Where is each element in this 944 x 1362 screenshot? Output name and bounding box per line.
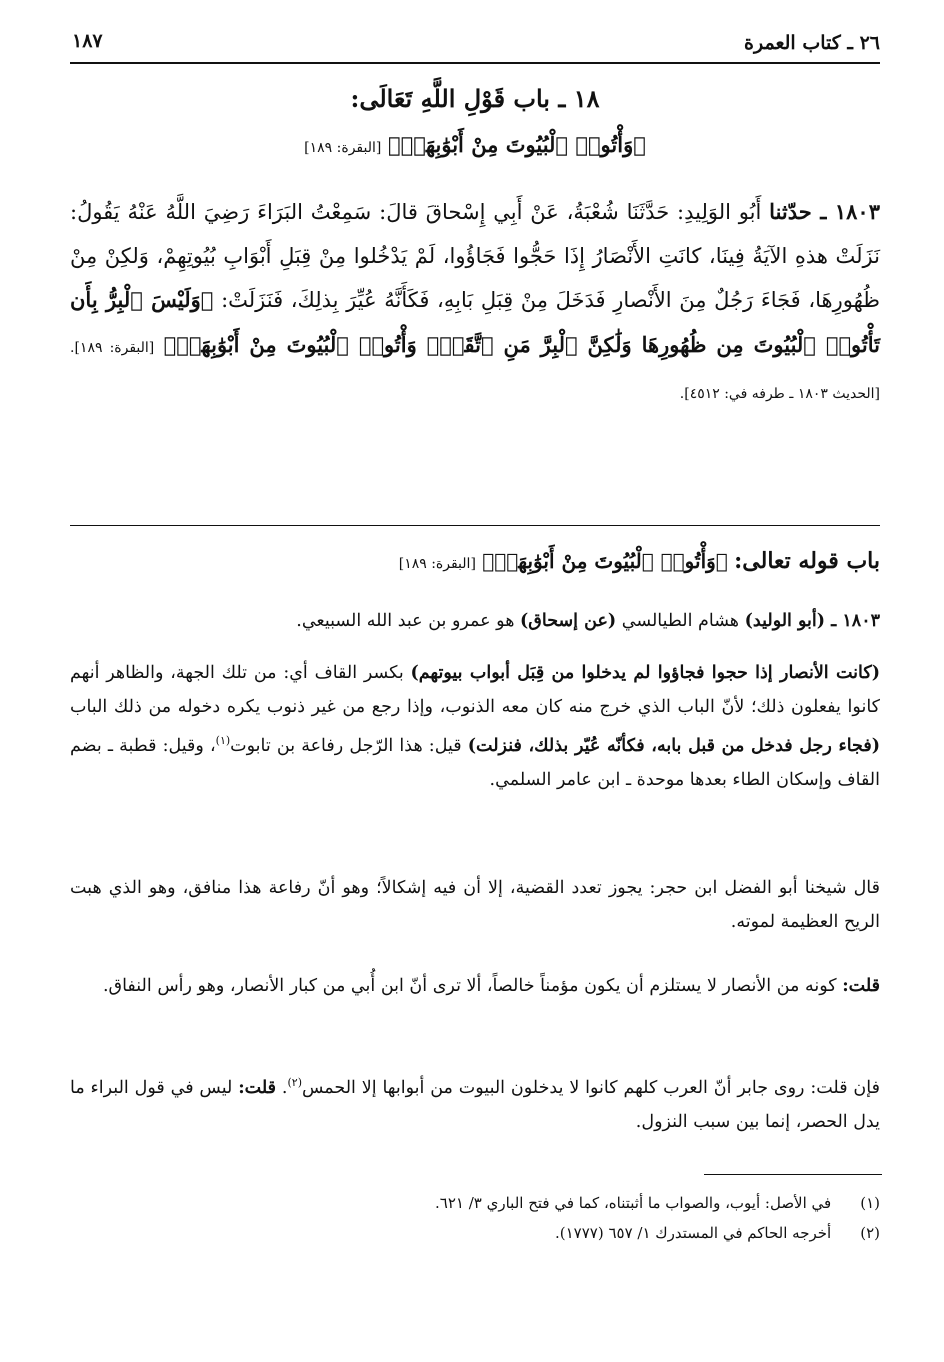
commentary-text: ليس في قول البراء ما يدل الحصر، إنما بين سبب النزول. <box>70 1077 880 1132</box>
footnote-number: (١) <box>860 1194 880 1212</box>
bab-verse: ﴿وَأْتُوا۟ ٱلْبُيُوتَ مِنْ أَبْوَٰبِهَاۚ﴾ <box>388 132 646 157</box>
footnote-divider <box>704 1174 882 1175</box>
narrator-note: هشام الطيالسي <box>621 611 740 631</box>
bab-verse-line <box>70 132 880 157</box>
sharh-heading-label: باب قوله تعالى: <box>734 548 880 574</box>
sharh-heading <box>70 548 880 574</box>
page-number: ١٨٧ <box>72 30 103 52</box>
hadith-body: أَبُو الوَلِيدِ: حَدَّثَنَا شُعْبَةُ، عَنْ أَبِي إِسْحاقَ قالَ: سَمِعْتُ البَرَاءَ رَضِيَ اللَّهُ عَنْهُ يَقُولُ: نَزَلَتْ هذهِ الآيَةُ فِينَا، كانَتِ الأَنْصَارُ إِذَا حَجُّوا فَجَاؤُوا، لَمْ يَدْخُلوا مِنْ قِبَلِ أَبْوَابِ بُيُوتِهِمْ، وَلكِنْ مِنْ ظُهُورِهَا، فَجَاءَ رَجُلٌ مِنَ الأَنْصارِ فَدَخَلَ مِنْ قِبَلِ بَابِهِ، فَكَأَنَّهُ عُيِّرَ بِذلِكَ، فَنَزَلَتْ: <box>70 200 881 312</box>
footnote-item <box>70 1188 880 1218</box>
narrator-bold: ١٨٠٣ ـ (أبو الوليد) <box>744 611 880 631</box>
footnote-text: في الأصل: أيوب، والصواب ما أثبتناه، كما في فتح الباري ٣/ ٦٢١. <box>435 1194 832 1212</box>
bab-verse-ref: [البقرة: ١٨٩] <box>304 140 382 156</box>
footnote-number: (٢) <box>860 1224 880 1242</box>
footnote-marker[interactable]: (٢) <box>287 1076 302 1089</box>
hadith-verse: ﴿وَلَيْسَ ٱلْبِرُّ بِأَن تَأْتُوا۟ ٱلْبُيُوتَ مِن ظُهُورِهَا وَلَٰكِنَّ ٱلْبِرَّ مَنِ ٱتَّقَىٰۗ وَأْتُوا۟ ٱلْبُيُوتَ مِنْ أَبْوَٰبِهَاۚ﴾ <box>70 287 880 357</box>
quote-bold: (كانت الأنصار إذا حجوا فجاؤوا لم يدخلوا من قِبَل أبواب بيوتهم) <box>410 663 880 683</box>
hadith-cross-ref: [الحديث ١٨٠٣ ـ طرفه في: ٤٥١٢]. <box>679 386 880 402</box>
commentary-text: كونه من الأنصار لا يستلزم أن يكون مؤمناً خالصاً، ألا ترى أنّ ابن أُبي من كبار الأنصار، وهو رأس النفاق. <box>102 976 837 996</box>
commentary-text: بكسر القاف أي: من تلك الجهة، والظاهر أنهم كانوا يفعلون ذلك؛ لأنّ الباب الذي خرج منه كان معه الذنوب، وإذا رجع من غير ذنوب يكره دخوله من ذلك الباب <box>70 663 880 717</box>
hadith-text <box>70 190 880 417</box>
running-header <box>70 28 880 64</box>
footnote-text: أخرجه الحاكم في المستدرك ١/ ٦٥٧ (١٧٧٧). <box>554 1224 832 1242</box>
sharh-paragraph-3 <box>70 871 880 939</box>
footnote-item <box>70 1218 880 1248</box>
footnotes <box>70 1188 880 1248</box>
chapter-title: ٢٦ ـ كتاب العمرة <box>744 32 880 54</box>
sharh-paragraph-4 <box>70 969 880 1003</box>
commentary-text: قال شيخنا أبو الفضل ابن حجر: يجوز تعدد القضية، إلا أن فيه إشكالاً؛ وهو أنّ رفاعة هذا منافق، وهو الذي هبت الريح العظيمة لموته. <box>70 878 880 932</box>
sharh-paragraph-2 <box>70 656 880 797</box>
footnote-marker[interactable]: (١) <box>215 734 231 747</box>
hadith-number: ١٨٠٣ ـ حدّثنا <box>769 199 880 224</box>
hadith-verse-ref: [البقرة: ١٨٩]. <box>70 339 155 356</box>
commentary-text: قيل: هذا الرّجل رفاعة بن تابوت <box>230 735 462 756</box>
qultu-bold: قلت: <box>842 976 880 996</box>
quote-bold: (فجاء رجل فدخل من قبل بابه، فكأنّه عُيّر بذلك، فنزلت) <box>467 735 880 756</box>
narrator-note: هو عمرو بن عبد الله السبيعي. <box>296 611 515 631</box>
commentary-text: ، وقيل: قطبة ـ بضم القاف وإسكان الطاء بعدها موحدة ـ ابن عامر السلمي. <box>70 735 880 790</box>
sharh-paragraph-1 <box>70 604 880 638</box>
qultu-bold: قلت: <box>238 1077 277 1098</box>
sharh-heading-ref: [البقرة: ١٨٩] <box>398 556 476 572</box>
sharh-heading-verse: ﴿وَأْتُوا۟ ٱلْبُيُوتَ مِنْ أَبْوَٰبِهَاۚ﴾ <box>482 549 728 573</box>
narrator-bold: (عن إسحاق) <box>520 611 617 631</box>
bab-heading: ١٨ ـ باب قَوْلِ اللَّهِ تَعَالَى: <box>350 84 600 113</box>
commentary-text: فإن قلت: روى جابر أنّ العرب كلهم كانوا لا يدخلون البيوت من أبوابها إلا الحمس <box>301 1077 880 1098</box>
commentary-text: . <box>281 1077 288 1098</box>
section-divider <box>70 525 880 526</box>
sharh-paragraph-5 <box>70 1066 880 1139</box>
